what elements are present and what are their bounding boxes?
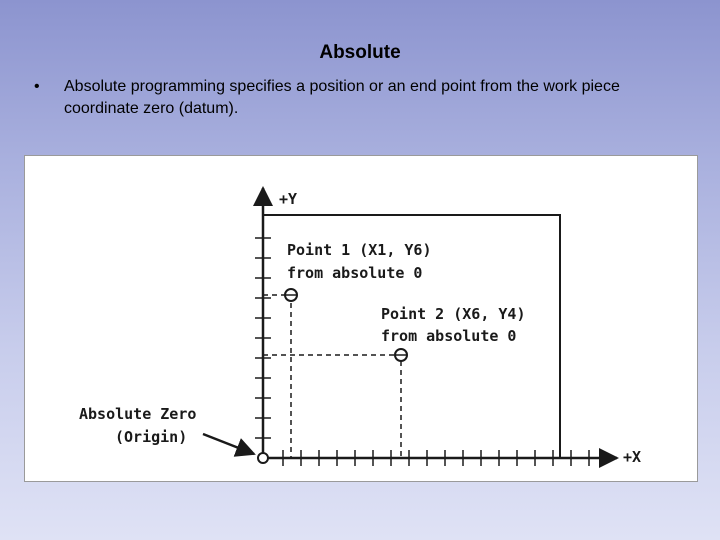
diagram-canvas	[25, 156, 697, 481]
coordinate-diagram	[24, 155, 698, 482]
point2-sublabel: from absolute 0	[381, 327, 517, 345]
bullet-dot: •	[34, 78, 40, 95]
point1-guide-line	[263, 295, 291, 458]
x-axis-label: +X	[623, 448, 642, 466]
origin-label: Absolute Zero	[79, 405, 197, 423]
point1-sublabel: from absolute 0	[287, 264, 423, 282]
origin-marker	[258, 453, 268, 463]
point2-label: Point 2 (X6, Y4)	[381, 305, 526, 323]
point1-label: Point 1 (X1, Y6)	[287, 241, 432, 259]
bullet-item	[34, 76, 674, 120]
origin-pointer-arrow	[203, 434, 254, 454]
bullet-text: Absolute programming specifies a position or an end point from the work piece coordinate zero (datum).	[64, 78, 620, 117]
slide-title: Absolute	[319, 42, 401, 63]
origin-sublabel: (Origin)	[115, 428, 188, 446]
point2-guide-line	[263, 355, 401, 458]
y-axis-label: +Y	[279, 190, 298, 208]
